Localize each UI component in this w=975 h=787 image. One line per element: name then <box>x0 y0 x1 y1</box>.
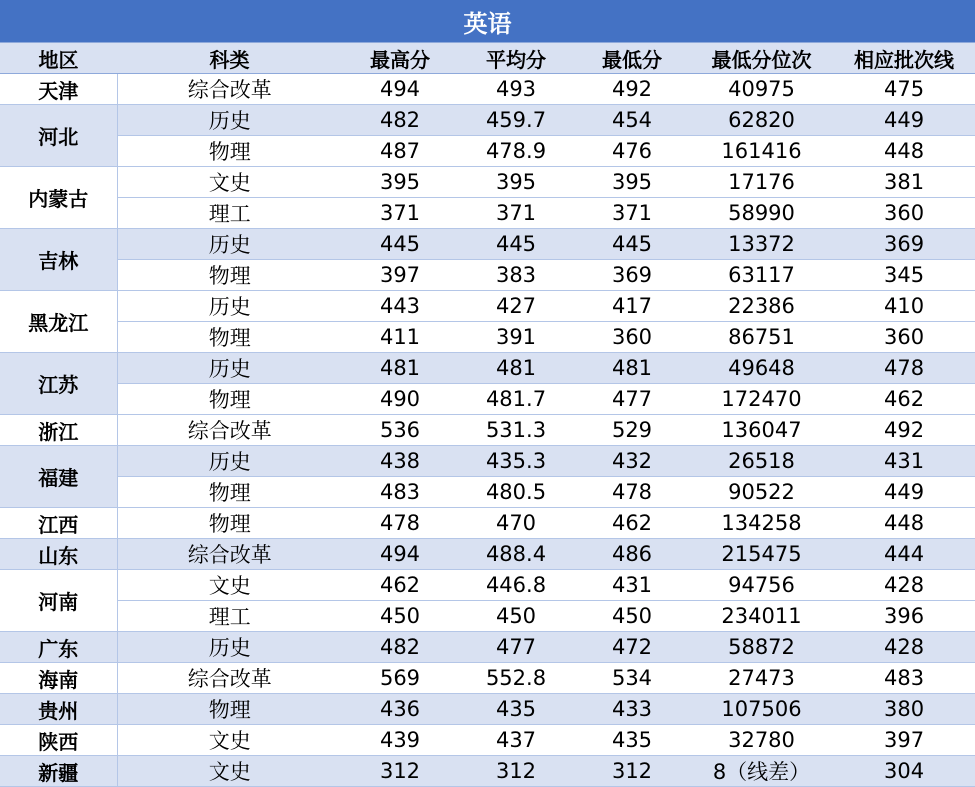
batch-line-cell: 380 <box>833 694 975 725</box>
max-score-cell: 439 <box>342 725 458 756</box>
min-rank-cell: 40975 <box>690 74 833 105</box>
avg-score-cell: 477 <box>458 632 574 663</box>
min-score-cell: 312 <box>574 756 690 787</box>
max-score-cell: 487 <box>342 136 458 167</box>
avg-score-cell: 435 <box>458 694 574 725</box>
min-score-cell: 454 <box>574 105 690 136</box>
batch-line-cell: 449 <box>833 105 975 136</box>
category-cell: 物理 <box>117 477 342 508</box>
min-rank-cell: 32780 <box>690 725 833 756</box>
min-score-cell: 395 <box>574 167 690 198</box>
region-cell: 广东 <box>0 632 117 663</box>
min-score-cell: 477 <box>574 384 690 415</box>
region-cell: 黑龙江 <box>0 291 117 353</box>
table-row <box>0 353 975 384</box>
region-cell: 河南 <box>0 570 117 632</box>
category-cell: 物理 <box>117 384 342 415</box>
min-rank-cell: 26518 <box>690 446 833 477</box>
category-cell: 物理 <box>117 694 342 725</box>
category-cell: 历史 <box>117 291 342 322</box>
batch-line-cell: 478 <box>833 353 975 384</box>
category-cell: 历史 <box>117 105 342 136</box>
min-score-cell: 432 <box>574 446 690 477</box>
min-rank-cell: 90522 <box>690 477 833 508</box>
category-cell: 历史 <box>117 446 342 477</box>
batch-line-cell: 475 <box>833 74 975 105</box>
batch-line-cell: 492 <box>833 415 975 446</box>
min-rank-cell: 58990 <box>690 198 833 229</box>
min-score-cell: 529 <box>574 415 690 446</box>
min-score-cell: 435 <box>574 725 690 756</box>
max-score-cell: 443 <box>342 291 458 322</box>
category-cell: 文史 <box>117 570 342 601</box>
max-score-cell: 411 <box>342 322 458 353</box>
category-cell: 文史 <box>117 167 342 198</box>
min-score-cell: 534 <box>574 663 690 694</box>
min-score-cell: 431 <box>574 570 690 601</box>
avg-score-cell: 481 <box>458 353 574 384</box>
batch-line-cell: 397 <box>833 725 975 756</box>
region-cell: 福建 <box>0 446 117 508</box>
table-row <box>0 632 975 663</box>
min-rank-cell: 86751 <box>690 322 833 353</box>
avg-score-cell: 371 <box>458 198 574 229</box>
max-score-cell: 494 <box>342 74 458 105</box>
avg-score-cell: 470 <box>458 508 574 539</box>
batch-line-cell: 444 <box>833 539 975 570</box>
table-body <box>0 74 975 787</box>
min-score-cell: 478 <box>574 477 690 508</box>
table-title: 英语 <box>0 0 975 43</box>
max-score-cell: 462 <box>342 570 458 601</box>
batch-line-cell: 396 <box>833 601 975 632</box>
batch-line-cell: 431 <box>833 446 975 477</box>
table-row <box>0 756 975 787</box>
batch-line-cell: 449 <box>833 477 975 508</box>
max-score-cell: 569 <box>342 663 458 694</box>
category-cell: 历史 <box>117 229 342 260</box>
col-header-batch-line: 相应批次线 <box>833 43 975 74</box>
batch-line-cell: 428 <box>833 570 975 601</box>
max-score-cell: 483 <box>342 477 458 508</box>
category-cell: 历史 <box>117 353 342 384</box>
max-score-cell: 371 <box>342 198 458 229</box>
min-rank-cell: 107506 <box>690 694 833 725</box>
avg-score-cell: 481.7 <box>458 384 574 415</box>
batch-line-cell: 360 <box>833 198 975 229</box>
avg-score-cell: 312 <box>458 756 574 787</box>
min-rank-cell: 161416 <box>690 136 833 167</box>
col-header-min-rank: 最低分位次 <box>690 43 833 74</box>
table-row <box>0 198 975 229</box>
region-cell: 内蒙古 <box>0 167 117 229</box>
category-cell: 文史 <box>117 725 342 756</box>
min-rank-cell: 13372 <box>690 229 833 260</box>
category-cell: 物理 <box>117 508 342 539</box>
header-row <box>0 43 975 74</box>
min-rank-cell: 22386 <box>690 291 833 322</box>
max-score-cell: 438 <box>342 446 458 477</box>
avg-score-cell: 446.8 <box>458 570 574 601</box>
category-cell: 综合改革 <box>117 415 342 446</box>
table-row <box>0 446 975 477</box>
category-cell: 物理 <box>117 322 342 353</box>
table-row <box>0 508 975 539</box>
col-header-max-score: 最高分 <box>342 43 458 74</box>
region-cell: 吉林 <box>0 229 117 291</box>
avg-score-cell: 531.3 <box>458 415 574 446</box>
max-score-cell: 482 <box>342 105 458 136</box>
category-cell: 综合改革 <box>117 74 342 105</box>
min-score-cell: 492 <box>574 74 690 105</box>
min-rank-cell: 94756 <box>690 570 833 601</box>
avg-score-cell: 395 <box>458 167 574 198</box>
table-row <box>0 105 975 136</box>
avg-score-cell: 459.7 <box>458 105 574 136</box>
avg-score-cell: 435.3 <box>458 446 574 477</box>
min-score-cell: 445 <box>574 229 690 260</box>
region-cell: 天津 <box>0 74 117 105</box>
max-score-cell: 490 <box>342 384 458 415</box>
table-row <box>0 477 975 508</box>
category-cell: 物理 <box>117 136 342 167</box>
min-score-cell: 371 <box>574 198 690 229</box>
min-score-cell: 486 <box>574 539 690 570</box>
min-rank-cell: 134258 <box>690 508 833 539</box>
table-row <box>0 229 975 260</box>
max-score-cell: 436 <box>342 694 458 725</box>
batch-line-cell: 483 <box>833 663 975 694</box>
max-score-cell: 536 <box>342 415 458 446</box>
avg-score-cell: 480.5 <box>458 477 574 508</box>
avg-score-cell: 391 <box>458 322 574 353</box>
batch-line-cell: 448 <box>833 136 975 167</box>
max-score-cell: 445 <box>342 229 458 260</box>
table-row <box>0 694 975 725</box>
min-rank-cell: 27473 <box>690 663 833 694</box>
region-cell: 贵州 <box>0 694 117 725</box>
min-score-cell: 472 <box>574 632 690 663</box>
table-row <box>0 663 975 694</box>
category-cell: 历史 <box>117 632 342 663</box>
table-row <box>0 601 975 632</box>
batch-line-cell: 448 <box>833 508 975 539</box>
max-score-cell: 482 <box>342 632 458 663</box>
avg-score-cell: 383 <box>458 260 574 291</box>
min-score-cell: 476 <box>574 136 690 167</box>
table-row <box>0 384 975 415</box>
batch-line-cell: 345 <box>833 260 975 291</box>
region-cell: 山东 <box>0 539 117 570</box>
max-score-cell: 450 <box>342 601 458 632</box>
table-row <box>0 260 975 291</box>
category-cell: 综合改革 <box>117 663 342 694</box>
table-row <box>0 136 975 167</box>
avg-score-cell: 445 <box>458 229 574 260</box>
table-row <box>0 415 975 446</box>
max-score-cell: 312 <box>342 756 458 787</box>
col-header-region: 地区 <box>0 43 117 74</box>
table-row <box>0 291 975 322</box>
min-rank-cell: 215475 <box>690 539 833 570</box>
region-cell: 新疆 <box>0 756 117 787</box>
table-row <box>0 725 975 756</box>
min-score-cell: 450 <box>574 601 690 632</box>
category-cell: 理工 <box>117 601 342 632</box>
min-rank-cell: 58872 <box>690 632 833 663</box>
region-cell: 陕西 <box>0 725 117 756</box>
max-score-cell: 494 <box>342 539 458 570</box>
batch-line-cell: 462 <box>833 384 975 415</box>
min-score-cell: 369 <box>574 260 690 291</box>
avg-score-cell: 427 <box>458 291 574 322</box>
region-cell: 江西 <box>0 508 117 539</box>
avg-score-cell: 478.9 <box>458 136 574 167</box>
min-score-cell: 462 <box>574 508 690 539</box>
table-row <box>0 167 975 198</box>
batch-line-cell: 428 <box>833 632 975 663</box>
table-row <box>0 74 975 105</box>
category-cell: 综合改革 <box>117 539 342 570</box>
batch-line-cell: 304 <box>833 756 975 787</box>
avg-score-cell: 552.8 <box>458 663 574 694</box>
category-cell: 物理 <box>117 260 342 291</box>
batch-line-cell: 369 <box>833 229 975 260</box>
min-score-cell: 433 <box>574 694 690 725</box>
category-cell: 文史 <box>117 756 342 787</box>
max-score-cell: 397 <box>342 260 458 291</box>
avg-score-cell: 488.4 <box>458 539 574 570</box>
avg-score-cell: 493 <box>458 74 574 105</box>
min-rank-cell: 234011 <box>690 601 833 632</box>
category-cell: 理工 <box>117 198 342 229</box>
table-row <box>0 539 975 570</box>
min-rank-cell: 49648 <box>690 353 833 384</box>
avg-score-cell: 437 <box>458 725 574 756</box>
region-cell: 江苏 <box>0 353 117 415</box>
max-score-cell: 478 <box>342 508 458 539</box>
min-rank-cell: 136047 <box>690 415 833 446</box>
region-cell: 浙江 <box>0 415 117 446</box>
min-rank-cell: 8（线差） <box>690 756 833 787</box>
table-row <box>0 322 975 353</box>
min-rank-cell: 172470 <box>690 384 833 415</box>
region-cell: 海南 <box>0 663 117 694</box>
avg-score-cell: 450 <box>458 601 574 632</box>
max-score-cell: 481 <box>342 353 458 384</box>
batch-line-cell: 381 <box>833 167 975 198</box>
min-rank-cell: 62820 <box>690 105 833 136</box>
col-header-min-score: 最低分 <box>574 43 690 74</box>
col-header-category: 科类 <box>117 43 342 74</box>
min-rank-cell: 17176 <box>690 167 833 198</box>
table-row <box>0 570 975 601</box>
max-score-cell: 395 <box>342 167 458 198</box>
batch-line-cell: 360 <box>833 322 975 353</box>
min-score-cell: 481 <box>574 353 690 384</box>
min-score-cell: 417 <box>574 291 690 322</box>
min-rank-cell: 63117 <box>690 260 833 291</box>
col-header-avg-score: 平均分 <box>458 43 574 74</box>
batch-line-cell: 410 <box>833 291 975 322</box>
region-cell: 河北 <box>0 105 117 167</box>
min-score-cell: 360 <box>574 322 690 353</box>
